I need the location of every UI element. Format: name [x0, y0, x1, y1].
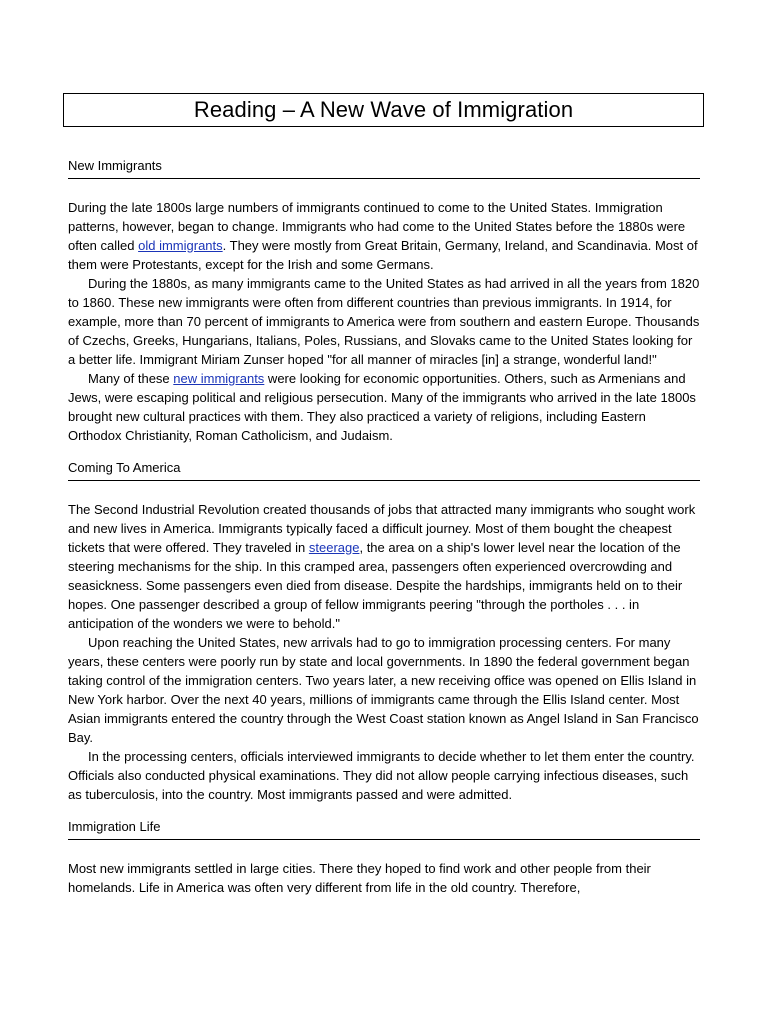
paragraph-text: . They were mostly from Great Britain, Germany, Ireland, and Scandinavia. Most of them were Protestants, except for the Irish and some Germans.	[68, 238, 698, 272]
paragraph: In the processing centers, officials interviewed immigrants to decide whether to let them enter the country. Officials also conducted physical examinations. They did not allow people carrying infectious diseases, such as tuberculosis, into the country. Most immigrants passed and were admitted.	[68, 749, 695, 802]
page-title: Reading – A New Wave of Immigration	[63, 93, 704, 127]
link-steerage[interactable]: steerage	[308, 540, 360, 555]
link-new-immigrants[interactable]: new immigrants	[173, 371, 265, 386]
paragraph: During the 1880s, as many immigrants came to the United States as had arrived in all the years from 1820 to 1860. These new immigrants were often from different countries than previous immigrants. In 1914, for example, more than 70 percent of immigrants to America were from southern and eastern Europe. Thousands of Czechs, Greeks, Hungarians, Italians, Poles, Russians, and Slovaks came to the United States looking for a better life. Immigrant Miriam Zunser hoped "for all manner of miracles [in] a strange, wonderful land!"	[68, 276, 700, 367]
paragraph	[68, 369, 700, 445]
paragraph	[68, 500, 700, 633]
paragraph: Upon reaching the United States, new arrivals had to go to immigration processing centers. For many years, these centers were poorly run by state and local governments. In 1890 the federal government began taking control of the immigration centers. Two years later, a new receiving office was opened on Ellis Island in New York harbor. Over the next 40 years, millions of immigrants came through the Ellis Island center. Most Asian immigrants entered the country through the West Coast station known as Angel Island in San Francisco Bay.	[68, 635, 699, 745]
paragraph	[68, 198, 700, 274]
paragraph-text: During the late 1800s large numbers of immigrants continued to come to the United States. Immigration patterns, however, began to change. Immigrants who had come to the United States before the 1880s were often called	[68, 200, 686, 253]
paragraph-text: were looking for economic opportunities. Others, such as Armenians and Jews, were escaping political and religious persecution. Many of the immigrants who arrived in the late 1800s brought new cultural practices with them. They also practiced a variety of religions, including Eastern Orthodox Christianity, Roman Catholicism, and Judaism.	[68, 371, 696, 443]
paragraph-text: Many of these	[88, 371, 174, 386]
document-body	[68, 157, 700, 897]
section-heading-immigration-life: Immigration Life	[68, 818, 700, 840]
paragraph-text: The Second Industrial Revolution created thousands of jobs that attracted many immigrants who sought work and new lives in America. Immigrants typically faced a difficult journey. Most of them bought the cheapest tickets that were offered. They traveled in	[68, 502, 696, 555]
section-heading-new-immigrants: New Immigrants	[68, 157, 700, 179]
section-heading-coming-to-america: Coming To America	[68, 459, 700, 481]
paragraph-text: , the area on a ship's lower level near the location of the steering mechanisms for the ship. In this cramped area, passengers often experienced overcrowding and seasickness. Some passengers even died from disease. Despite the hardships, immigrants held on to their hopes. One passenger described a group of fellow immigrants peering "through the portholes . . . in anticipation of the wonders we were to behold."	[68, 540, 683, 631]
link-old-immigrants[interactable]: old immigrants	[138, 238, 223, 253]
paragraph: Most new immigrants settled in large cities. There they hoped to find work and other people from their homelands. Life in America was often very different from life in the old country. Therefore,	[68, 861, 651, 895]
